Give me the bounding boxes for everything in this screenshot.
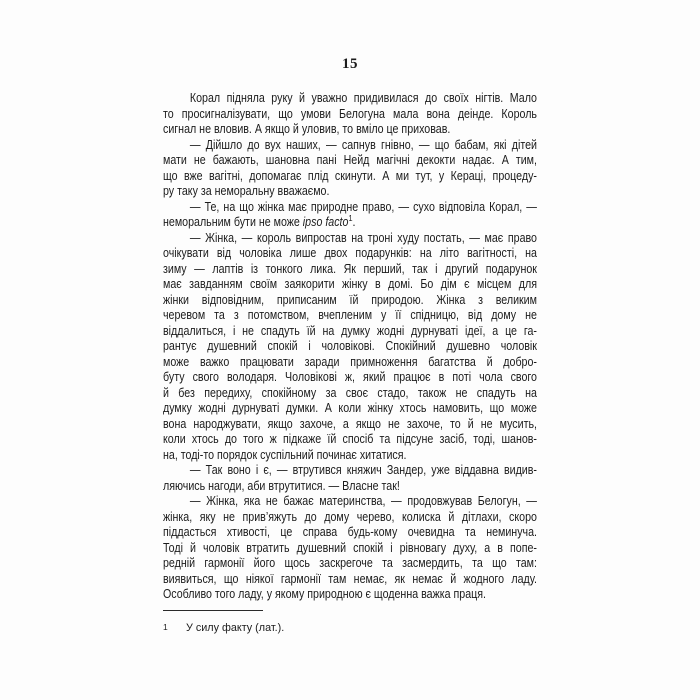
paragraph <box>163 138 537 200</box>
paragraph-line: зиму — лаптів із тонкого лика. Як перший, так і другий подарунок <box>163 261 537 276</box>
paragraph <box>163 494 537 603</box>
paragraph-line: редній гармонії його щось заскрегоче та засмердить, та що там: <box>163 556 537 570</box>
paragraph-line: — Так воно і є, — втрутився княжич Зандер, уже віддавна видив- <box>189 463 537 477</box>
paragraph-line: черевом та з потомством, вчепленим у її спідницю, від дому не <box>163 308 537 322</box>
paragraph-line: коли хтось до того ж підкаже їй спосіб та підсуне засіб, тоді, шанов- <box>163 432 537 446</box>
footnote-ref-marker: 1 <box>348 212 353 223</box>
paragraph-line: жінки відповідним, приписаним їй природою. Жінка з великим <box>163 292 537 307</box>
paragraph-line: мати не бажають, шановна пані Нейд магічні декокти надає. А тим, <box>163 153 537 167</box>
footnote-text: У силу факту (лат.). <box>186 622 285 634</box>
paragraph-line: — Те, на що жінка має природне право, — сухо відповіла Корал, — <box>189 199 537 214</box>
paragraph-line: буту свого володаря. Чоловікові ж, який працює в поті чола свого <box>163 370 537 384</box>
line-text: неморальним бути не може <box>163 215 303 229</box>
paragraph-line: — Жінка, — король випростав на троні худу постать, — має право <box>189 230 537 245</box>
paragraph <box>163 463 537 494</box>
paragraph-line: Тоді й чоловік втратить душевний спокій і рівновагу духу, а в попе- <box>163 540 537 555</box>
paragraph-line: очікувати від чоловіка лише двох подарунків: на літо вагітності, на <box>163 246 537 260</box>
paragraph-line: — Жінка, яка не бажає материнства, — продовжував Белогун, — <box>189 494 537 508</box>
paragraph-line: Особливо того ладу, у якому природною є щоденна важка праця. <box>163 587 486 601</box>
paragraph-line: й без передиху, спокійному за своє стадо, також не спадуть на <box>163 385 537 400</box>
latin-phrase: ipso facto <box>302 215 349 229</box>
footnote <box>163 621 537 635</box>
paragraph-line: ляючись нагоди, аби втрутитися. — Власне так! <box>163 478 400 493</box>
page-number: 15 <box>342 56 358 72</box>
paragraph-line: вона народжувати, якщо захоче, а якщо не захоче, то й не мусить, <box>163 416 537 431</box>
paragraph-line: ру таку за неморальну вважаємо. <box>163 184 330 198</box>
paragraph-line: сигнал не вловив. А якщо й уловив, то вміло це приховав. <box>163 122 451 136</box>
paragraph <box>163 231 537 464</box>
body-text <box>163 91 537 603</box>
paragraph-line: може важко працювати заради примноження багатства й добро- <box>163 354 537 369</box>
footnote-marker: 1 <box>163 622 168 632</box>
line-text: . <box>352 215 356 229</box>
footnote-separator <box>163 610 263 611</box>
paragraph-line: Корал підняла руку й уважно придивилася до своїх нігтів. Мало <box>189 91 537 105</box>
paragraph-line: думку жодні дурнуваті думки. А коли жінку хтось намовить, що може <box>163 401 537 415</box>
paragraph-line: віддалиться, і не спадуть їй на думку жодні дурнуваті ідеї, а це га- <box>163 323 537 338</box>
paragraph-line: має завданням своїм заякорити жінку в домі. Бо дім є місцем для <box>163 277 537 291</box>
paragraph-line: рантує душевний спокій і чоловікові. Спокійний душевно чоловік <box>163 339 537 353</box>
paragraph <box>163 91 537 138</box>
paragraph-line: на, тоді-то порядок суспільний починає хитатися. <box>163 447 407 462</box>
paragraph-line: що вже вагітні, допомагає плід скинути. А ми тут, у Кераці, процеду- <box>163 168 537 183</box>
paragraph <box>163 200 537 231</box>
paragraph-line: жінка, яку не прив’яжуть до дому черево, колиска й дітлахи, скоро <box>163 509 537 524</box>
paragraph-line: то просигналізувати, що умови Белогуна мала вона деінде. Король <box>163 106 537 121</box>
paragraph-line-with-latin <box>163 212 537 231</box>
paragraph-line: виявиться, що ніякої гармонії там немає, як немає й жодного ладу. <box>163 571 537 586</box>
paragraph-line: — Дійшло до вух наших, — сапнув гнівно, — що бабам, які дітей <box>189 137 537 152</box>
paragraph-line: піддасться хтивості, це справа будь-кому очевидна та неминуча. <box>163 525 537 539</box>
